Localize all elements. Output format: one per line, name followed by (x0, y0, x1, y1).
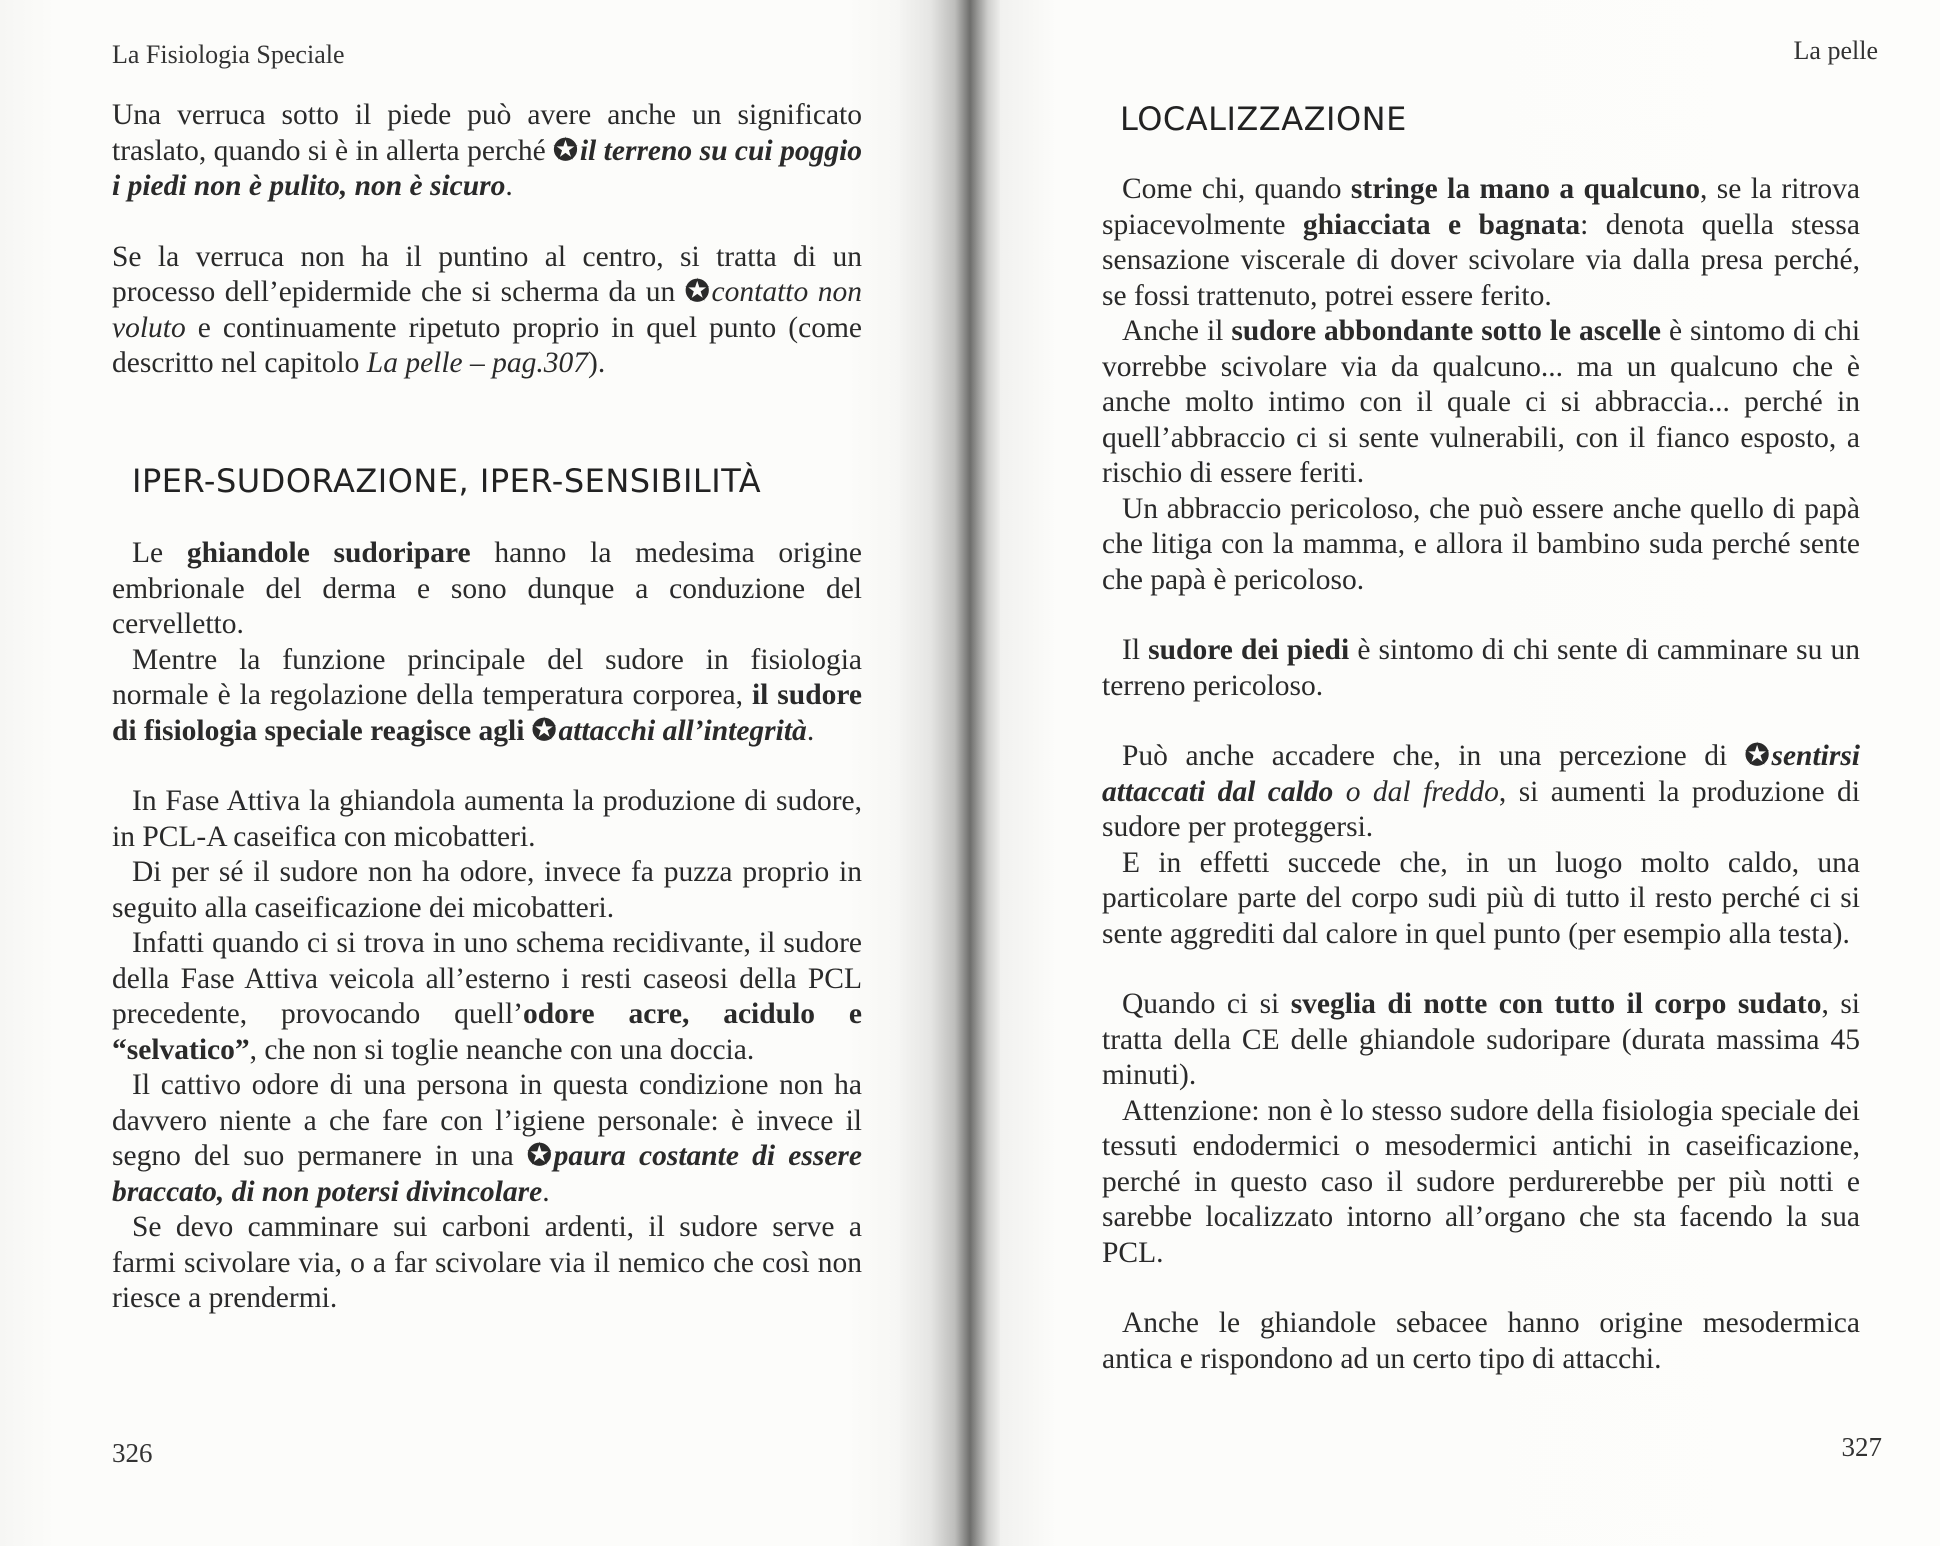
bold-term: ghiandole sudoripare (186, 537, 471, 569)
paragraph: Un abbraccio pericoloso, che può essere anche quello di papà che litiga con la mamma, e allora il bambino suda perché sente che papà è pericoloso. (1102, 492, 1860, 596)
paragraph: E in effetti succede che, in un luogo molto caldo, una particolare parte del corpo sudi più di tutto il resto perché ci si sente aggrediti dal calore in quel punto (per esempio alla testa). (1102, 846, 1860, 950)
text: Le (132, 537, 187, 569)
paragraph (1102, 633, 1860, 704)
running-header-left: La Fisiologia Speciale (112, 40, 345, 69)
bold-term: il sudore di fisiologia speciale reagisce agli (112, 679, 862, 747)
text: è sintomo di chi sente di camminare su un terreno pericoloso. (1102, 634, 1860, 702)
paragraph: Anche le ghiandole sebacee hanno origine mesodermica antica e rispondono ad un certo tipo di attacchi. (1102, 1307, 1860, 1375)
text: Quando ci si (1122, 988, 1291, 1020)
text: . (806, 714, 815, 747)
text: e continuamente ripetuto proprio in quel punto (come descritto nel capitolo (112, 311, 862, 379)
paragraph (112, 926, 862, 1068)
paragraph (1102, 987, 1860, 1094)
paragraph (1102, 314, 1860, 492)
page-number-left: 326 (112, 1438, 153, 1468)
section-heading: LOCALIZZAZIONE (1120, 100, 1407, 138)
text: , se la ritrova spiacevolmente (1102, 173, 1861, 241)
bold-term: stringe la mano a qualcuno (1350, 173, 1700, 205)
star-icon: ✪ (553, 134, 578, 167)
emphasis: o dal freddo (1333, 775, 1499, 808)
bold-term: sveglia di notte con tutto il corpo sudato (1290, 988, 1822, 1020)
section-heading: IPER-SUDORAZIONE, IPER-SENSIBILITÀ (132, 462, 762, 500)
text: hanno la medesima origine embrionale del derma e sono dunque a conduzione del cervelletto. (112, 537, 862, 640)
emphasis: il terreno su cui poggio i piedi non è pulito, non è sicuro (112, 134, 863, 202)
paragraph (112, 536, 862, 643)
star-icon: ✪ (531, 714, 557, 747)
left-text-column (112, 98, 862, 382)
emphasis: paura costante di essere braccato, di non potersi divincolare (112, 1140, 862, 1208)
text: ). (588, 347, 606, 379)
paragraph: Di per sé il sudore non ha odore, invece fa puzza proprio in seguito alla caseificazione dei micobatteri. (112, 856, 862, 924)
right-text-column (1102, 172, 1860, 1377)
star-icon: ✪ (684, 276, 710, 308)
text: , si aumenti la produzione di sudore per proteggersi. (1102, 775, 1860, 843)
bold-term: sudore dei piedi (1148, 634, 1350, 666)
paragraph: Attenzione: non è lo stesso sudore della fisiologia speciale dei tessuti endodermici o mesodermici antichi in caseificazione, perché in questo caso il sudore perdurerebbe per più notti e sarebbe localizzato intorno all’organo che sta facendo la sua PCL. (1102, 1094, 1860, 1269)
text: Può anche accadere che, in una percezione di (1122, 740, 1745, 772)
text: Come chi, quando (1122, 173, 1351, 205)
text: Infatti quando ci si trova in uno schema recidivante, il sudore della Fase Attiva veicola all’esterno i resti caseosi della PCL precedente, provocando quell’ (112, 927, 862, 1030)
bold-term: sudore abbondante sotto le ascelle (1231, 315, 1661, 347)
paragraph (1102, 739, 1860, 846)
text: Se la verruca non ha il puntino al centro, si tratta di un processo dell’epidermide che si scherma da un (112, 240, 862, 308)
emphasis: attacchi all’integrità (558, 714, 807, 747)
text: , si tratta della CE delle ghiandole sudoripare (durata massima 45 minuti). (1102, 988, 1860, 1091)
text: : denota quella stessa sensazione viscerale di dover scivolare via dalla presa perché, se fossi trattenuto, potrei essere ferito. (1102, 208, 1861, 312)
chapter-reference: La pelle – pag.307 (366, 347, 589, 379)
bold-term: odore acre, acidulo e “selvatico” (112, 998, 863, 1066)
text: Anche il (1122, 315, 1232, 347)
text: , che non si toglie neanche con una doccia. (249, 1033, 755, 1066)
bold-term: ghiacciata e bagnata (1302, 208, 1581, 241)
text: . (542, 1175, 550, 1208)
book-gutter (900, 0, 1000, 1546)
running-header-right: La pelle (1793, 36, 1878, 65)
text: Il (1122, 634, 1149, 666)
text: Una verruca sotto il piede può avere anche un significato traslato, quando si è in allerta perché (112, 99, 862, 167)
emphasis: contatto non voluto (112, 276, 862, 344)
text: . (505, 170, 513, 202)
text: è sintomo di chi vorrebbe scivolare via da qualcuno... ma un qualcuno che è anche molto intimo con il quale ci si abbraccia... perché in quell’abbraccio ci si sente vulnerabili, con il fianco esposto, a rischio di essere feriti. (1102, 315, 1861, 489)
paragraph (112, 1068, 862, 1210)
left-text-column-2 (112, 536, 862, 1317)
paragraph (112, 643, 862, 750)
star-icon: ✪ (1744, 740, 1770, 772)
page-number-right: 327 (1841, 1432, 1882, 1462)
text: Il cattivo odore di una persona in questa condizione non ha davvero niente a che fare con l’igiene personale: è invece il segno del suo permanere in una (112, 1069, 862, 1172)
paragraph: In Fase Attiva la ghiandola aumenta la produzione di sudore, in PCL-A caseifica con micobatteri. (112, 785, 862, 853)
paragraph (112, 98, 862, 205)
emphasis: sentirsi attaccati dal caldo (1102, 740, 1860, 808)
text: Mentre la funzione principale del sudore in fisiologia normale è la regolazione della temperatura corporea, (112, 643, 862, 711)
paragraph (1102, 172, 1860, 314)
paragraph (112, 240, 862, 382)
paragraph: Se devo camminare sui carboni ardenti, il sudore serve a farmi scivolare via, o a far scivolare via il nemico che così non riesce a prendermi. (112, 1211, 862, 1314)
star-icon: ✪ (526, 1140, 552, 1172)
